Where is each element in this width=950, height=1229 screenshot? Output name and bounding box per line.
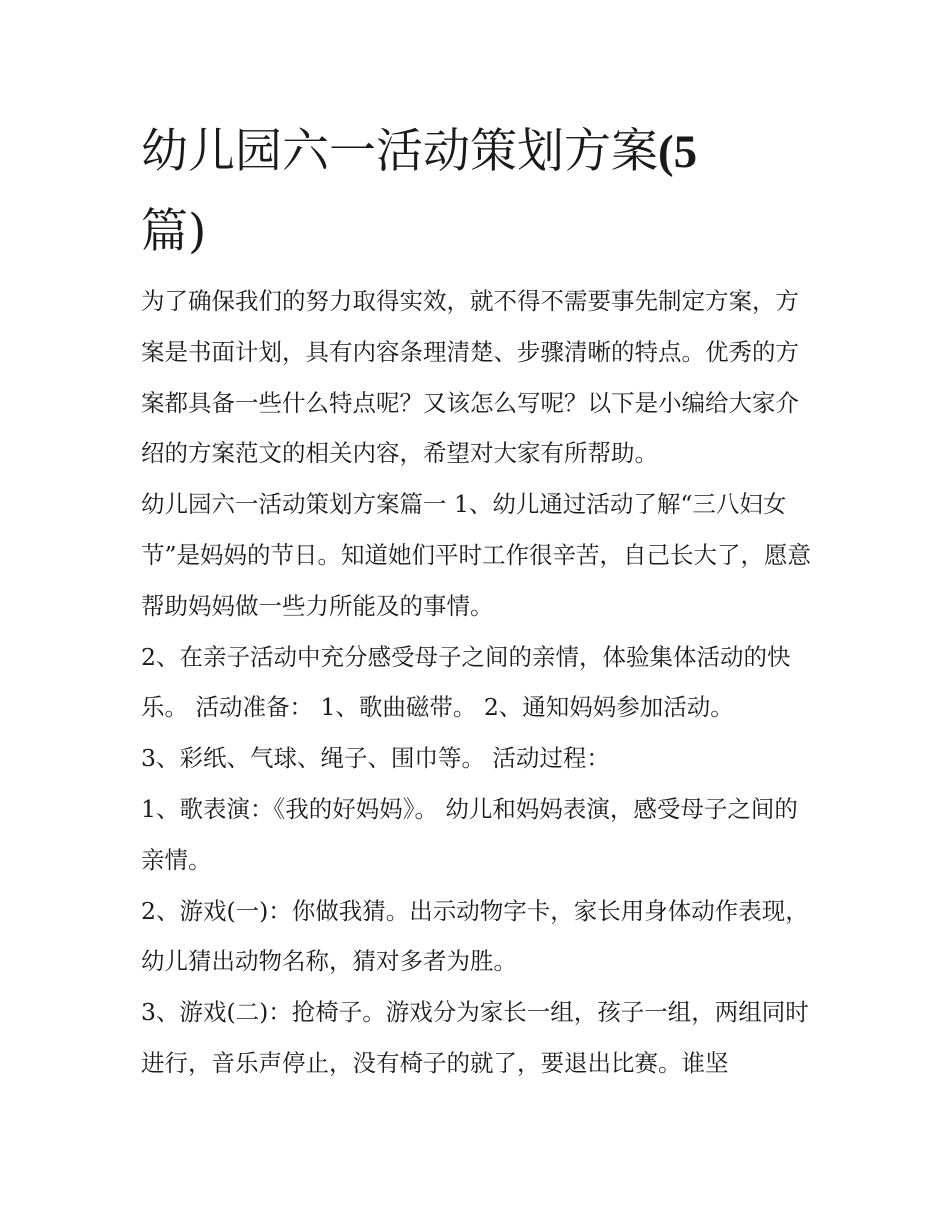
paragraph-step-one: 1、歌表演：《我的好妈妈》。 幼儿和妈妈表演，感受母子之间的亲情。 <box>141 794 798 874</box>
paragraph-goal-two: 2、在亲子活动中充分感受母子之间的亲情，体验集体活动的快乐。 活动准备： 1、歌曲磁带。 2、通知妈妈参加活动。 <box>141 642 791 722</box>
title-suffix: (5 <box>658 126 698 178</box>
paragraph-materials: 3、彩纸、气球、绳子、围巾等。 活动过程： <box>141 744 610 773</box>
paragraph-step-two: 2、游戏(一)：你做我猜。出示动物字卡，家长用身体动作表现，幼儿猜出动物名称，猜对多者为胜。 <box>141 896 809 976</box>
title-main: 幼儿园六一活动策划方案 <box>141 124 658 179</box>
paragraph-plan-one: 幼儿园六一活动策划方案篇一 1、幼儿通过活动了解“三八妇女节”是妈妈的节日。知道她们平时工作很辛苦，自己长大了，愿意帮助妈妈做一些力所能及的事情。 <box>141 490 812 620</box>
document-body <box>141 276 813 1089</box>
title-line2: 篇) <box>141 204 207 259</box>
document-title <box>141 112 781 272</box>
paragraph-intro: 为了确保我们的努力取得实效，就不得不需要事先制定方案，方案是书面计划，具有内容条理清楚、步骤清晰的特点。优秀的方案都具备一些什么特点呢？又该怎么写呢？以下是小编给大家介绍的方案范文的相关内容，希望对大家有所帮助。 <box>141 287 799 468</box>
paragraph-step-three: 3、游戏(二)：抢椅子。游戏分为家长一组，孩子一组，两组同时进行，音乐声停止，没有椅子的就了，要退出比赛。谁坚 <box>141 998 809 1077</box>
